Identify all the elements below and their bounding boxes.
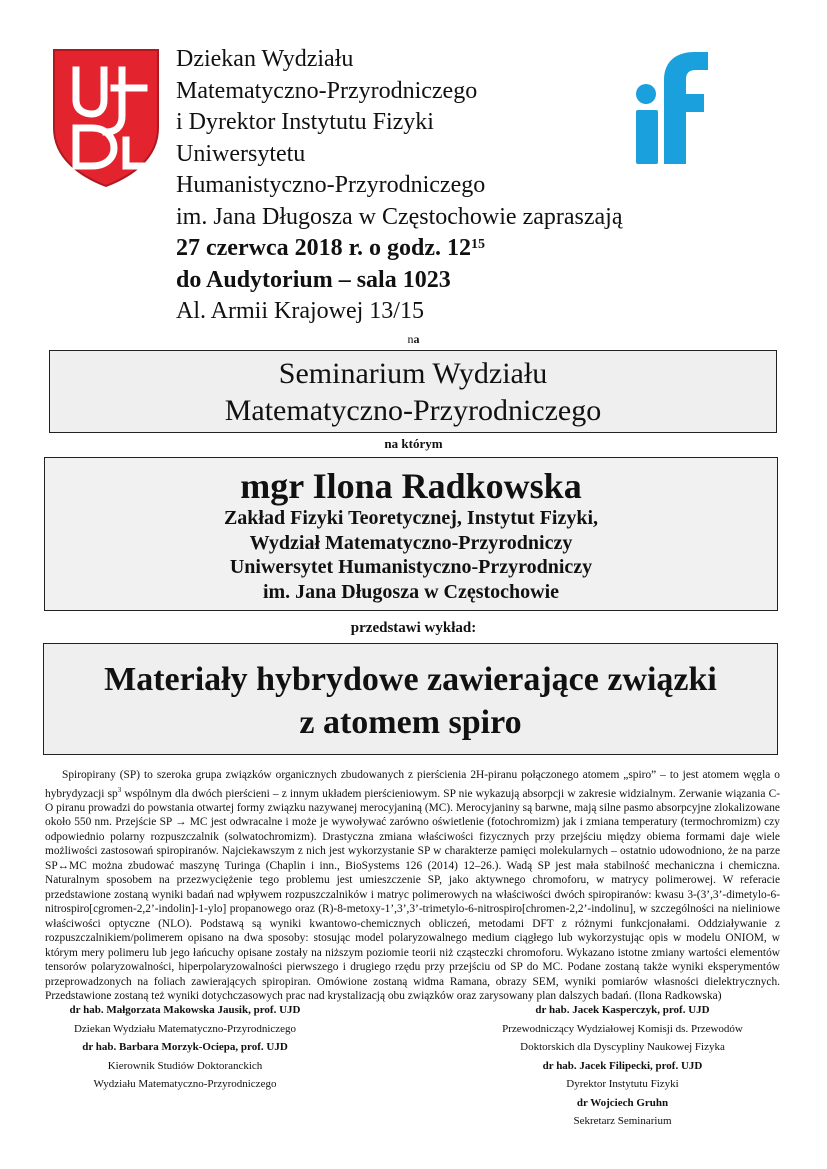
lecture-title-line2: z atomem spiro	[299, 704, 522, 741]
header-line: Humanistyczno-Przyrodniczego	[176, 172, 486, 198]
signature-name: dr hab. Jacek Filipecki, prof. UJD	[542, 1059, 703, 1072]
header-line: im. Jana Długosza w Częstochowie zapraszają	[176, 203, 623, 230]
header-line: i Dyrektor Instytutu Fizyki	[176, 109, 434, 135]
signature-role: Kierownik Studiów Doktoranckich	[107, 1059, 263, 1072]
signature-role: Dyrektor Instytutu Fizyki	[566, 1078, 679, 1090]
seminar-line2: Matematyczno-Przyrodniczego	[224, 394, 602, 427]
seminar-box	[49, 350, 777, 433]
abstract-part1: Spiropirany (SP) to szeroka grupa związków organicznych zbudowanych z pierścienia 2H-piranu połączonego atomem „spiro” – to jest atomem węgla o hybrydyzacji sp	[45, 769, 780, 800]
signature-role: Doktorskich dla Dyscypliny Naukowej Fizyka	[520, 1041, 725, 1053]
na-label	[0, 332, 827, 347]
event-time-sup: 15	[471, 237, 486, 252]
speaker-affiliation-line: Zakład Fizyki Teoretycznej, Instytut Fizyki,	[223, 507, 599, 529]
signature-name: dr hab. Barbara Morzyk-Ociepa, prof. UJD	[82, 1041, 288, 1053]
na-prefix: n	[407, 332, 414, 346]
przedstawi-label: przedstawi wykład:	[350, 620, 477, 636]
lecture-title-box	[43, 643, 778, 755]
signature-role: Przewodniczący Wydziałowej Komisji ds. Przewodów	[502, 1022, 743, 1035]
speaker-name: mgr Ilona Radkowska	[240, 466, 582, 506]
speaker-affiliation-line: Wydział Matematyczno-Przyrodniczy	[249, 531, 573, 554]
header-block	[176, 44, 736, 328]
signatures-left	[40, 1001, 330, 1094]
signature-role: Sekretarz Seminarium	[573, 1115, 672, 1127]
header-line: Matematyczno-Przyrodniczego	[176, 77, 478, 104]
abstract-paragraph	[45, 768, 780, 1004]
event-date-text: 27 czerwca 2018 r. o godz. 12	[176, 235, 472, 261]
signature-role: Wydziału Matematyczno-Przyrodniczego	[93, 1078, 277, 1090]
na-suffix: a	[413, 332, 420, 346]
lecture-title-line1: Materiały hybrydowe zawierające związki	[104, 661, 717, 698]
event-venue: do Audytorium – sala 1023	[176, 266, 451, 293]
abstract-sp3-sup: 3	[117, 785, 122, 794]
speaker-box	[44, 457, 778, 611]
seminar-line1: Seminarium Wydziału	[278, 357, 548, 390]
ujd-logo	[52, 48, 160, 188]
header-line: Dziekan Wydziału	[176, 46, 354, 72]
header-line: Uniwersytetu	[176, 140, 306, 167]
abstract-part2: wspólnym dla dwóch pierścieni – z innym układem pierścieniowym. SP nie wykazują absorpcji w zakresie widzialnym. Zerwanie wiązania C-O piranu prowadzi do powstania otwartej formy związku nazywanej merocyjaniną (MC). Merocyjaniny są barwne, mają silne pasmo absorpcyjne zlokalizowane około 550 nm. Przejście SP → MC jest odwracalne i może je wywoływać zarówno oświetlenie (fotochromizm) jak i zmiana temperatury (termochromizm) czy odpowiednio polarny rozpuszczalnik (solwatochromizm). Drastyczna zmiana właściwości fizycznych przy przejściu między obiema formami daje wiele możliwości zastosowań spiropiranów. Najciekawszym z nich jest wykorzystanie SP w charakterze pamięci molekularnych – ostatnio udowodniono, że na parze SP↔MC można zbudować maszynę Turinga (Chaplin i inn., BioSystems 126 (2014) 12–26.). Wadą SP jest mała stabilność mechaniczna i chemiczna. Naturalnym sposobem na przezwyciężenie tego problemu jest umieszczenie SP, jako aktywnego chromoforu, w matrycy polimerowej. W referacie przedstawione zostaną wyniki badań nad wpływem rozpuszczalników i matryc polimerowych na właściwości dwóch spiropiranów: kwasu 3-(3’,3’-dimetylo-6-nitrospiro[cgromen-2,2’-indolin]-1-ylo] propanowego oraz (R)-8-metoxy-1’,3’,3’-trimetylo-6-nitrospiro[chromen-2,2’-indolinu], w szczególności na nieliniowe właściwości optyczne (NLO). Podstawą są wyniki kwantowo-chemicznych obliczeń, metodami DFT z różnymi funkcjonałami. Oddziaływanie z rozpuszczalnikiem/polimerem opisano na dwa sposoby: stosując model polaryzowalnego medium ciągłego lub wykorzystując opis w modelu ONIOM, w którym mery polimeru lub jego łańcuchy opisane zostały na niższym poziomie teorii niż cząsteczki chromoforu. Wykazano istotne zmiany wartości elementów tensorów polaryzowalności, hiperpolaryzowalności pierwszego i drugiego rzędu przy przejściu od SP do MC. Podane zostaną także wyniki eksperymentów przeprowadzonych na foliach zawierających spiropiran. Omówione zostaną widma Ramana, obrazy SEM, wyniki pomiarów własności dielektrycznych. Przedstawione zostaną też wyniki dotychczasowych prac nad krystalizacją obu związków oraz zarysowany plan dalszych badań. (Ilona Radkowska)	[45, 787, 781, 1003]
na-ktorym-label: na którym	[384, 436, 443, 451]
speaker-affiliation-line: Uniwersytet Humanistyczno-Przyrodniczy	[229, 556, 593, 578]
signatures-right	[470, 1001, 775, 1131]
signature-role: Dziekan Wydziału Matematyczno-Przyrodniczego	[73, 1022, 297, 1035]
speaker-affiliation-line: im. Jana Długosza w Częstochowie	[262, 580, 560, 603]
signature-name: dr Wojciech Gruhn	[576, 1096, 669, 1109]
signature-name: dr hab. Jacek Kasperczyk, prof. UJD	[535, 1004, 710, 1016]
event-address: Al. Armii Krajowej 13/15	[176, 298, 424, 324]
signature-name: dr hab. Małgorzata Makowska Jausik, prof. UJD	[69, 1004, 301, 1016]
event-date	[176, 233, 736, 265]
